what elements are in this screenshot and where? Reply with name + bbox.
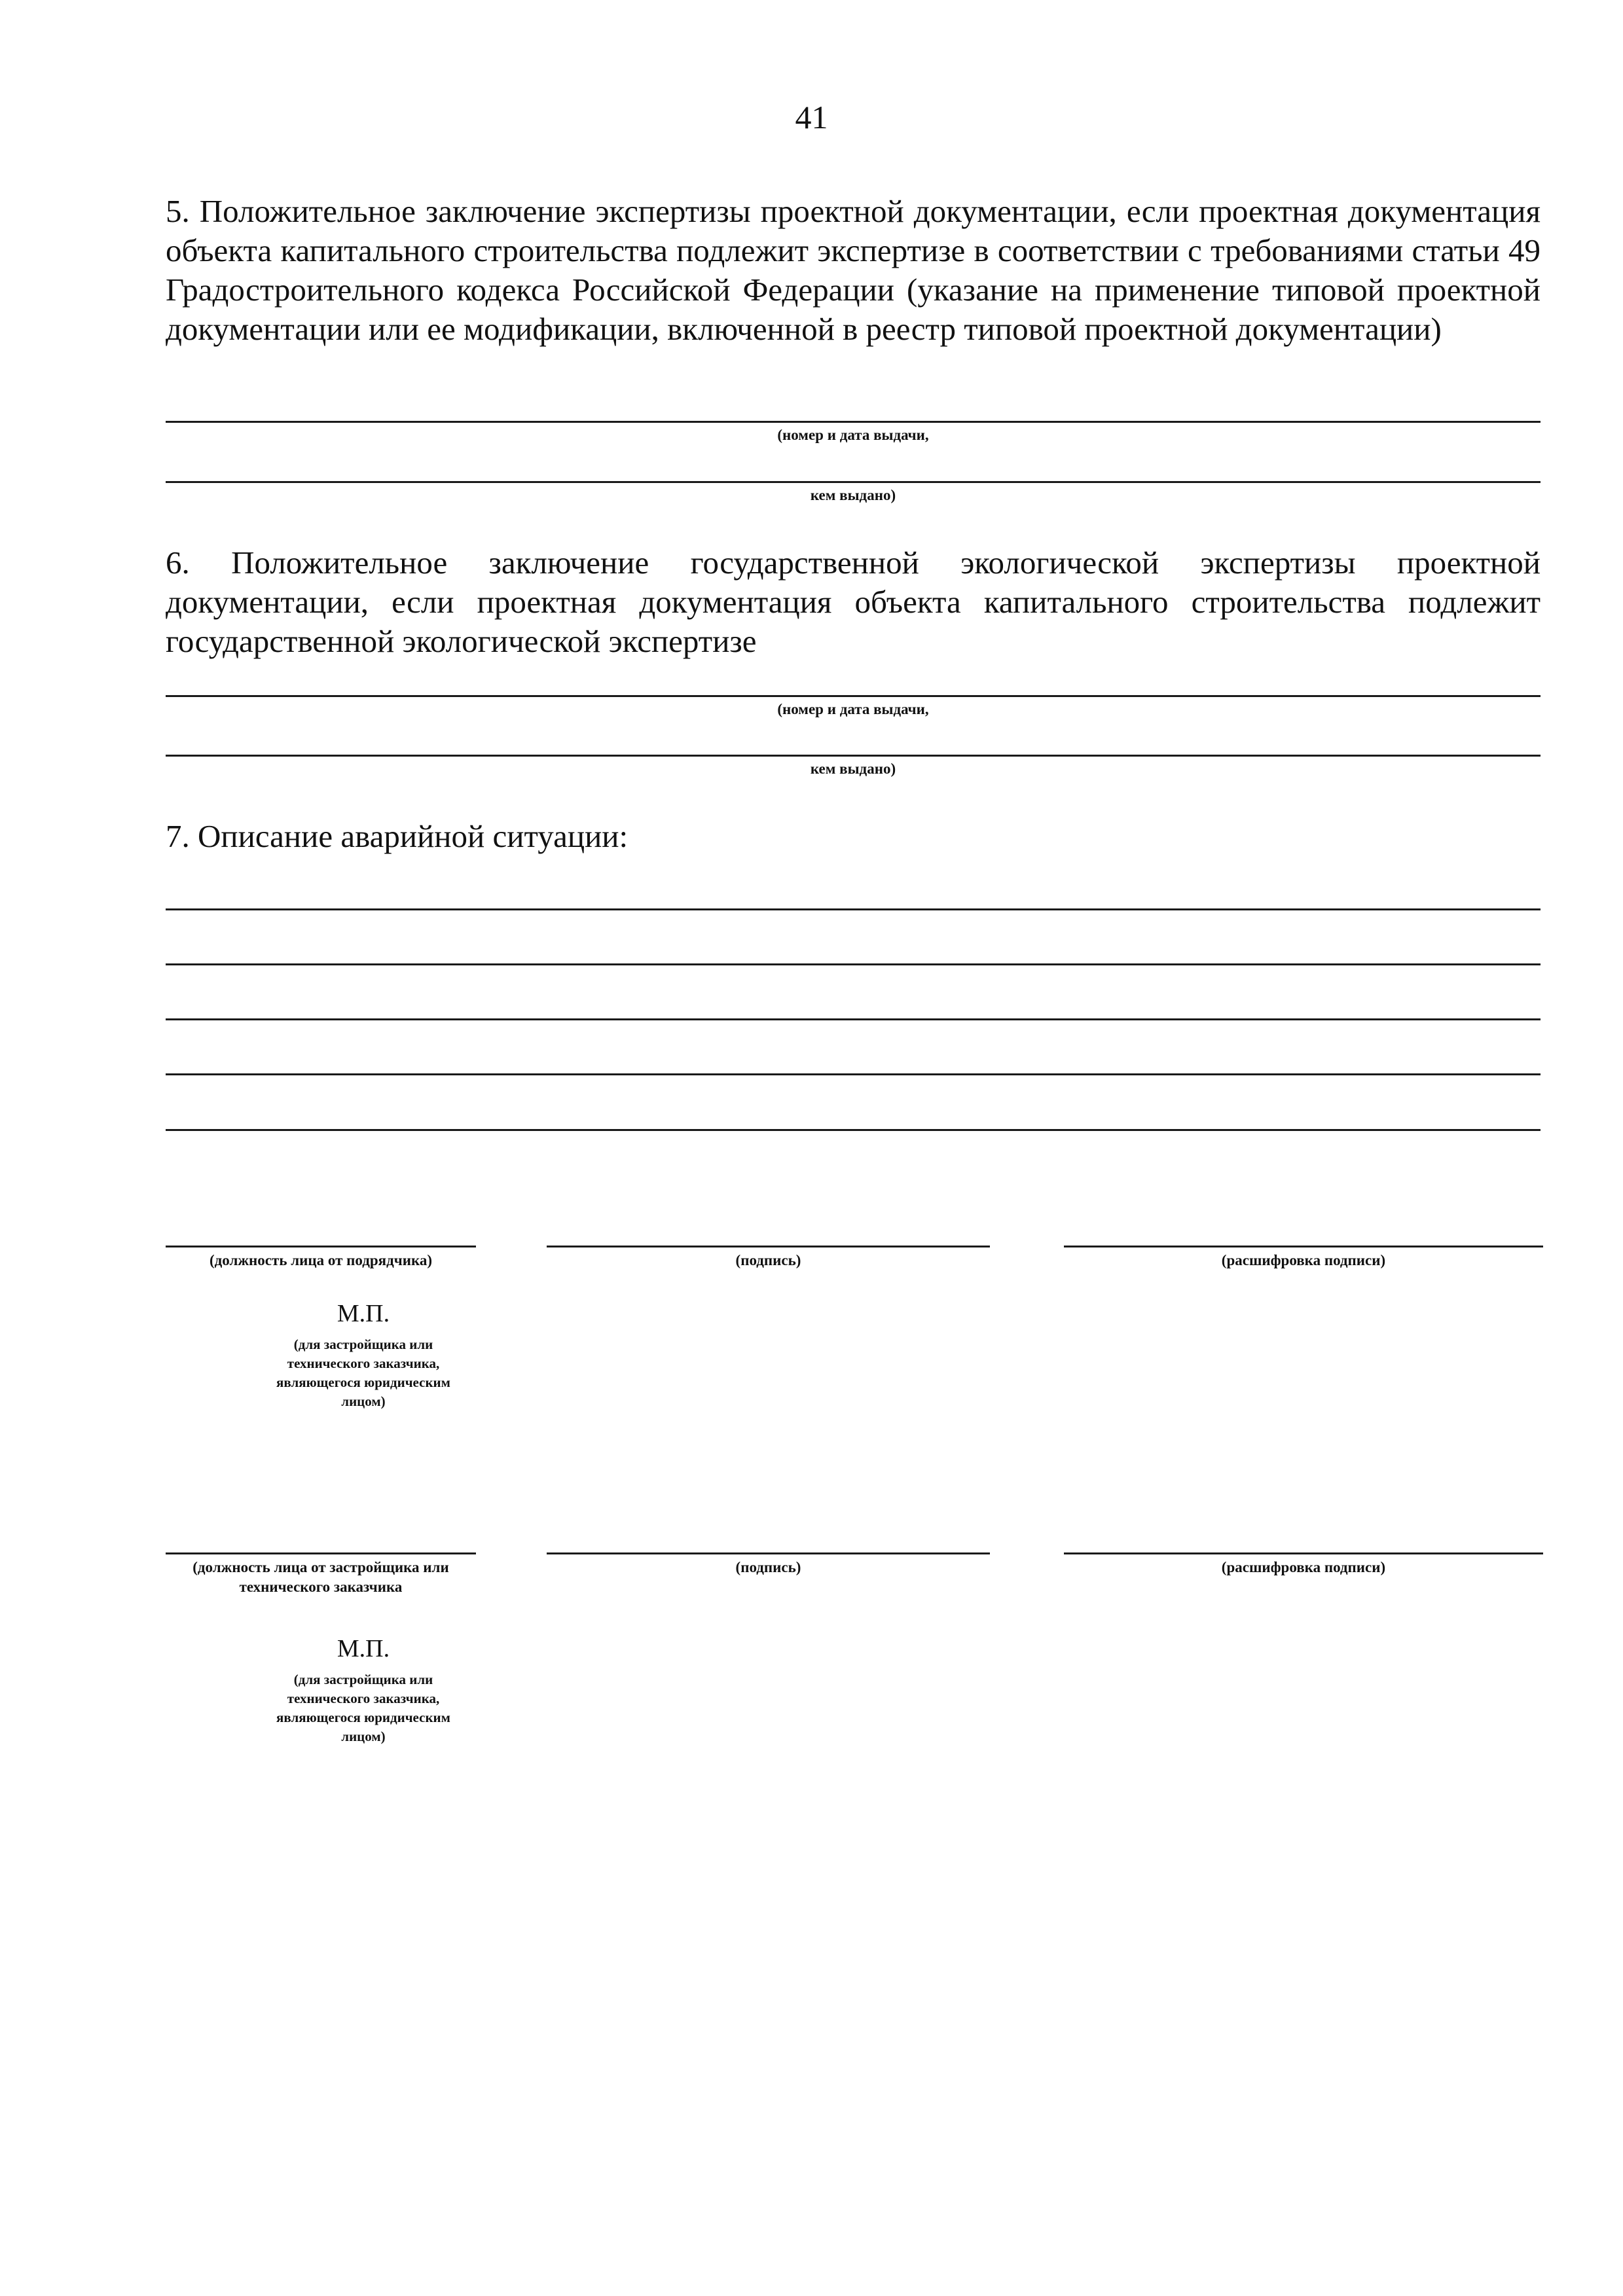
section-5-caption-1: (номер и дата выдачи, bbox=[777, 427, 929, 443]
section-5-field-1[interactable] bbox=[166, 421, 1541, 423]
section-5-field-2[interactable] bbox=[166, 481, 1541, 483]
section-7-line-4[interactable] bbox=[166, 1073, 1541, 1075]
section-5-caption-2: кем выдано) bbox=[810, 487, 896, 503]
section-6-field-2[interactable] bbox=[166, 755, 1541, 757]
section-6-field-1[interactable] bbox=[166, 695, 1541, 697]
contractor-stamp-note: (для застройщика или технического заказчика, являющегося юридическим лицом) bbox=[276, 1336, 450, 1409]
section-6-caption-1: (номер и дата выдачи, bbox=[777, 701, 929, 717]
contractor-signature-field[interactable] bbox=[547, 1246, 990, 1247]
section-6-text: 6. Положительное заключение государственной экологической экспертизы проектной документации, если проектная документация объекта капитального строительства подлежит государственной экологической экспертизе bbox=[166, 545, 1541, 659]
developer-signature-field[interactable] bbox=[547, 1552, 990, 1554]
contractor-position-caption: (должность лица от подрядчика) bbox=[209, 1252, 433, 1268]
section-7-line-3[interactable] bbox=[166, 1018, 1541, 1020]
section-7-line-1[interactable] bbox=[166, 908, 1541, 910]
developer-decoding-field[interactable] bbox=[1064, 1552, 1543, 1554]
contractor-decoding-caption: (расшифровка подписи) bbox=[1221, 1252, 1386, 1268]
contractor-stamp-label: М.П. bbox=[337, 1300, 390, 1327]
section-5-text: 5. Положительное заключение экспертизы проектной документации, если проектная документация объекта капитального строительства подлежит экспертизе в соответствии с требованиями статьи 49 Градостроительного кодекса Российской Федерации (указание на применение типовой проектной документации или ее модификации, включенной в реестр типовой проектной документации) bbox=[166, 193, 1541, 347]
developer-position-field[interactable] bbox=[166, 1552, 476, 1554]
page-number: 41 bbox=[795, 99, 828, 135]
contractor-position-field[interactable] bbox=[166, 1246, 476, 1247]
developer-stamp-label: М.П. bbox=[337, 1635, 390, 1662]
developer-stamp-note: (для застройщика или технического заказчика, являющегося юридическим лицом) bbox=[276, 1672, 450, 1744]
developer-position-caption: (должность лица от застройщика или технического заказчика bbox=[192, 1559, 449, 1595]
section-7-title: 7. Описание аварийной ситуации: bbox=[166, 818, 629, 854]
developer-signature-caption: (подпись) bbox=[735, 1559, 801, 1575]
contractor-signature-caption: (подпись) bbox=[735, 1252, 801, 1268]
contractor-decoding-field[interactable] bbox=[1064, 1246, 1543, 1247]
section-6-caption-2: кем выдано) bbox=[810, 761, 896, 777]
section-7-line-2[interactable] bbox=[166, 963, 1541, 965]
section-7-line-5[interactable] bbox=[166, 1129, 1541, 1131]
developer-decoding-caption: (расшифровка подписи) bbox=[1221, 1559, 1386, 1575]
